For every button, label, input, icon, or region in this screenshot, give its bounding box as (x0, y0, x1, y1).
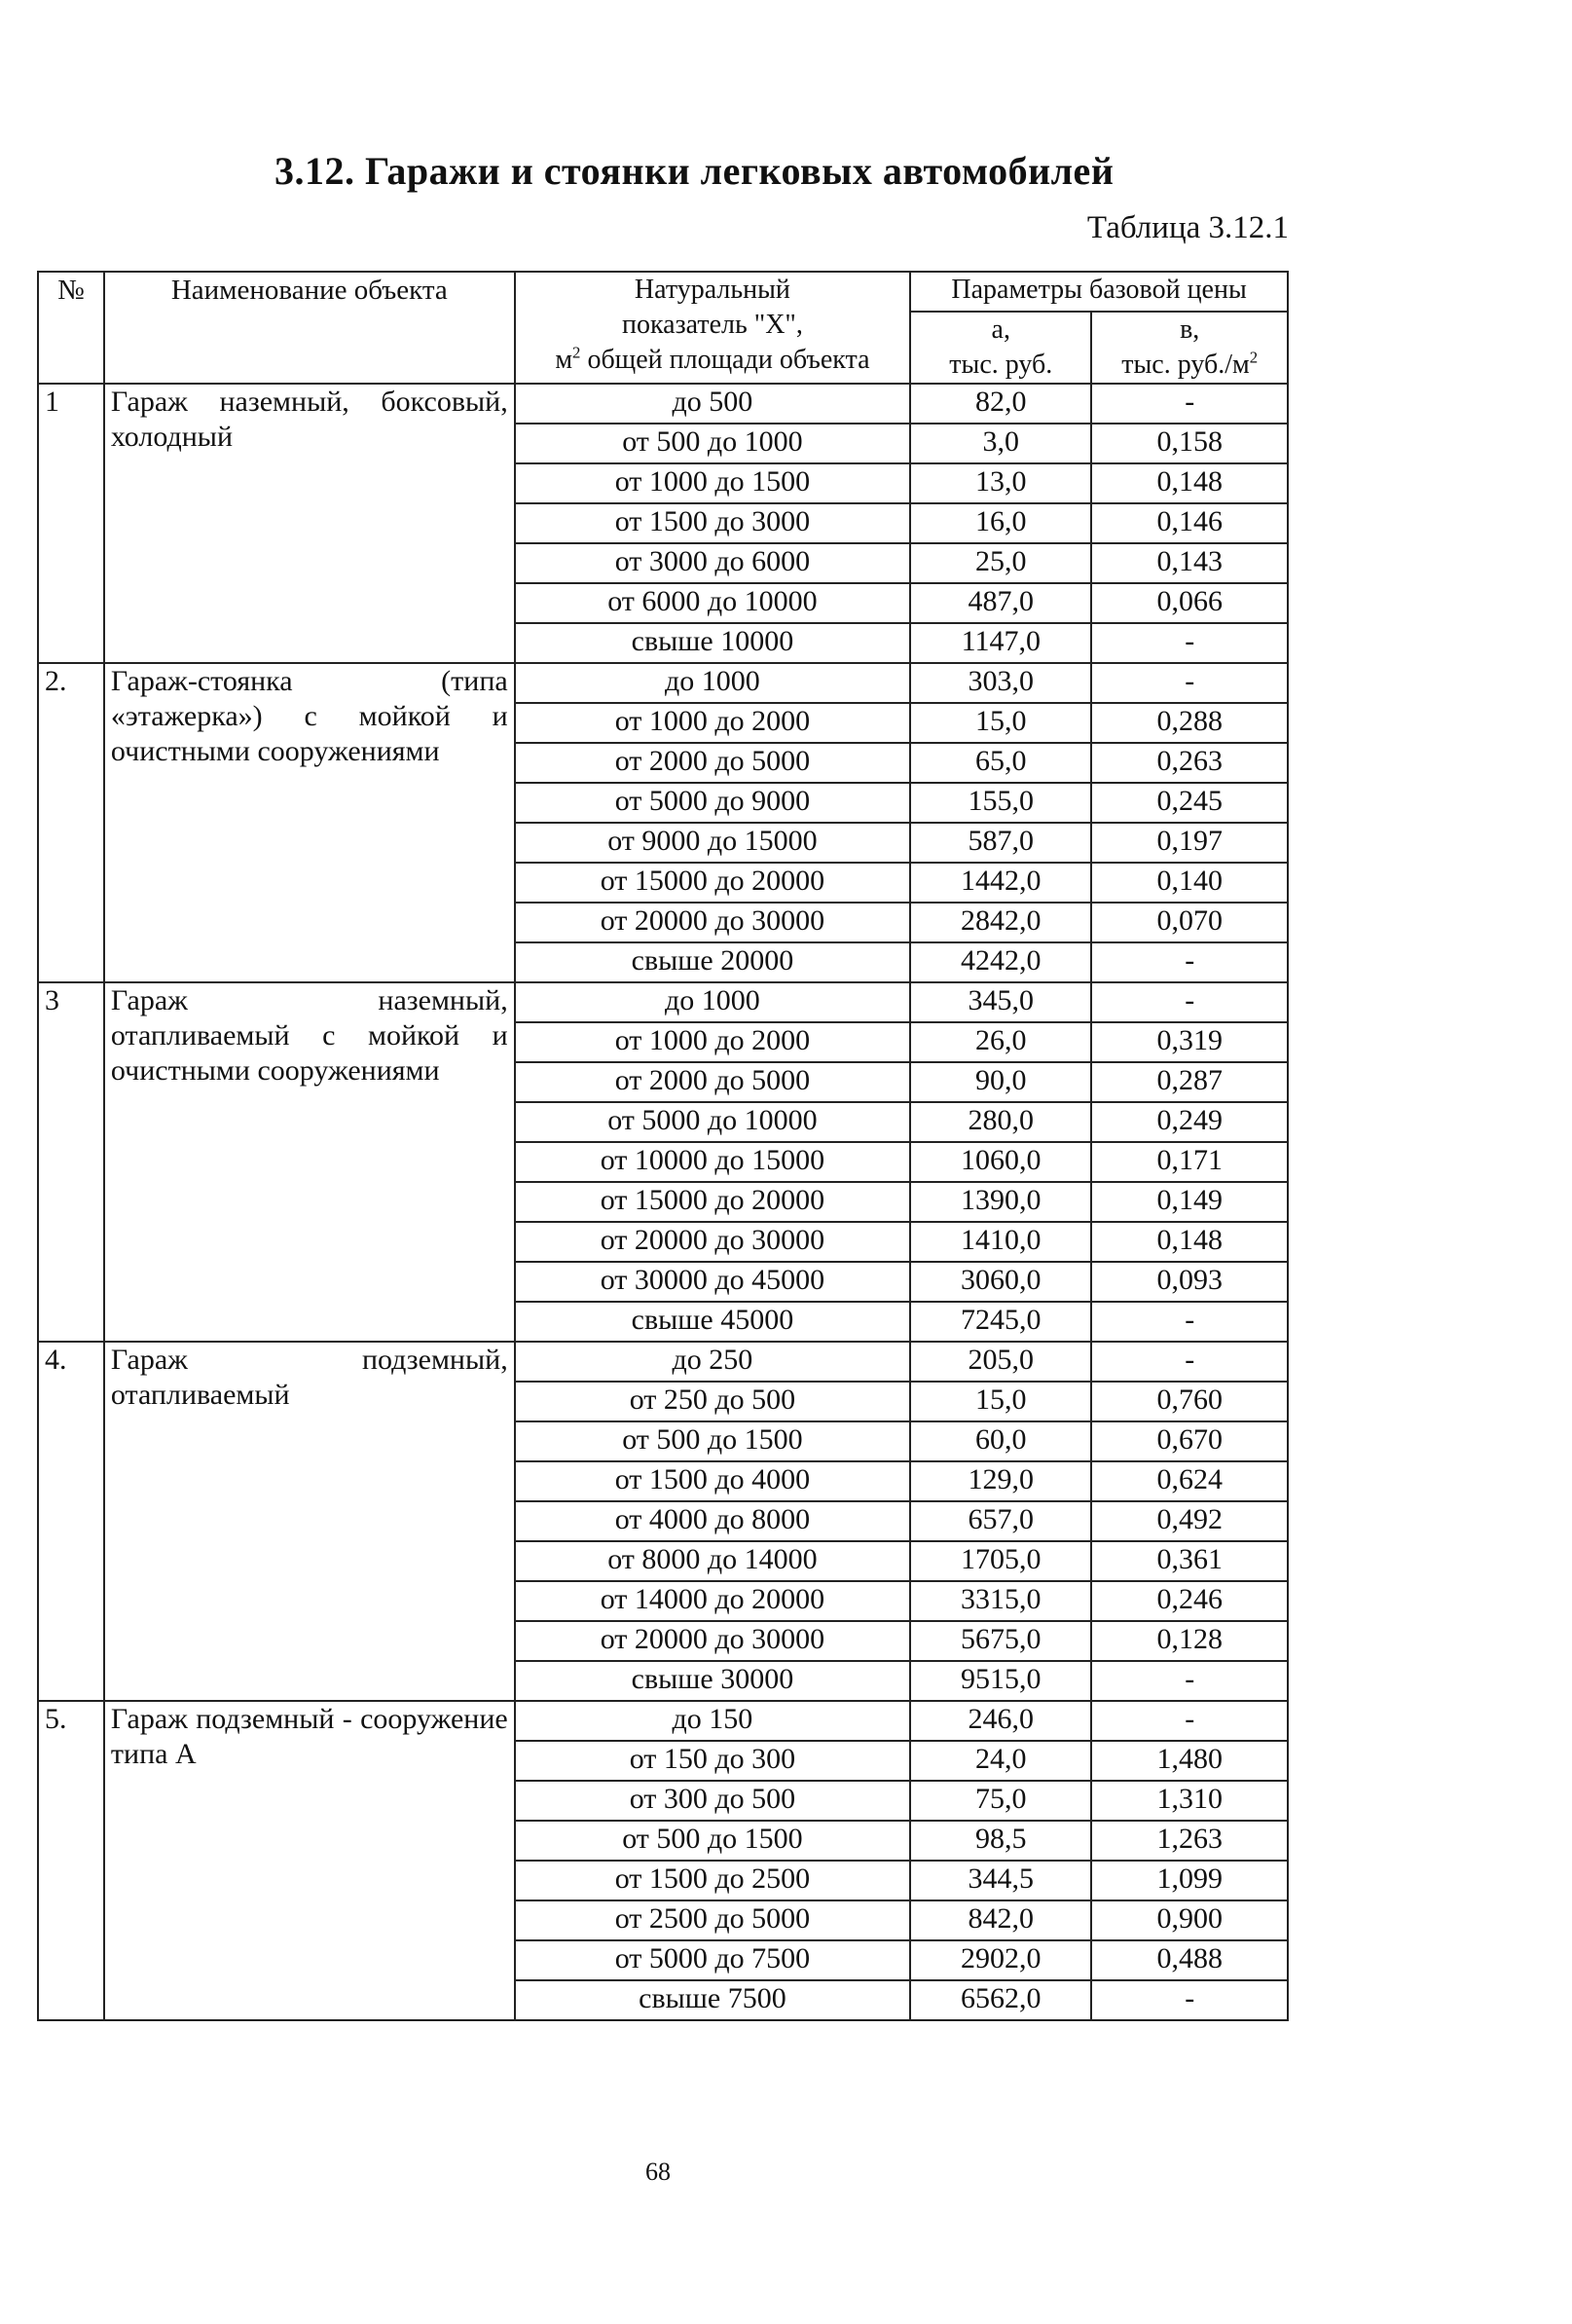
range-cell: от 15000 до 20000 (515, 1182, 910, 1222)
range-cell: от 150 до 300 (515, 1741, 910, 1781)
header-b-line1: в, (1180, 314, 1200, 345)
table-caption: Таблица 3.12.1 (1086, 210, 1289, 245)
value-b-cell: 0,158 (1091, 424, 1288, 463)
range-cell: свыше 30000 (515, 1661, 910, 1701)
value-b-cell: 0,148 (1091, 1222, 1288, 1262)
value-a-cell: 16,0 (910, 503, 1091, 543)
value-a-cell: 345,0 (910, 982, 1091, 1022)
value-b-cell: 0,149 (1091, 1182, 1288, 1222)
range-cell: от 1500 до 2500 (515, 1861, 910, 1900)
value-a-cell: 2842,0 (910, 903, 1091, 942)
value-b-cell: 0,143 (1091, 543, 1288, 583)
range-cell: от 500 до 1000 (515, 424, 910, 463)
range-cell: до 250 (515, 1342, 910, 1382)
value-b-cell: 0,148 (1091, 463, 1288, 503)
range-cell: от 1500 до 4000 (515, 1461, 910, 1501)
table-row (38, 982, 1288, 1022)
range-cell: от 3000 до 6000 (515, 543, 910, 583)
range-cell: от 20000 до 30000 (515, 1222, 910, 1262)
value-a-cell: 1060,0 (910, 1142, 1091, 1182)
value-a-cell: 75,0 (910, 1781, 1091, 1821)
header-name: Наименование объекта (104, 272, 515, 384)
value-a-cell: 246,0 (910, 1701, 1091, 1741)
range-cell: до 500 (515, 384, 910, 424)
header-range-unit-sup: 2 (572, 343, 581, 362)
header-range-line1: Натуральный (634, 275, 790, 305)
value-a-cell: 15,0 (910, 1382, 1091, 1421)
value-b-cell: 0,263 (1091, 743, 1288, 783)
value-b-cell: 0,288 (1091, 703, 1288, 743)
range-cell: до 150 (515, 1701, 910, 1741)
value-b-cell: 0,249 (1091, 1102, 1288, 1142)
value-b-cell: 0,128 (1091, 1621, 1288, 1661)
page-title: 3.12. Гаражи и стоянки легковых автомобилей (274, 149, 1115, 193)
range-cell: от 5000 до 9000 (515, 783, 910, 823)
range-cell: от 5000 до 7500 (515, 1940, 910, 1980)
range-cell: от 8000 до 14000 (515, 1541, 910, 1581)
value-b-cell: - (1091, 623, 1288, 663)
value-b-cell: 0,624 (1091, 1461, 1288, 1501)
value-b-cell: 0,171 (1091, 1142, 1288, 1182)
value-a-cell: 4242,0 (910, 942, 1091, 982)
value-a-cell: 129,0 (910, 1461, 1091, 1501)
value-b-cell: - (1091, 942, 1288, 982)
value-b-cell: - (1091, 1342, 1288, 1382)
value-a-cell: 98,5 (910, 1821, 1091, 1861)
range-cell: от 30000 до 45000 (515, 1262, 910, 1302)
value-a-cell: 155,0 (910, 783, 1091, 823)
table-row (38, 384, 1288, 424)
table-row (38, 663, 1288, 703)
value-b-cell: 0,287 (1091, 1062, 1288, 1102)
range-cell: от 1500 до 3000 (515, 503, 910, 543)
table-row (38, 1342, 1288, 1382)
range-cell: от 4000 до 8000 (515, 1501, 910, 1541)
range-cell: от 1000 до 2000 (515, 703, 910, 743)
value-b-cell: 0,070 (1091, 903, 1288, 942)
range-cell: от 10000 до 15000 (515, 1142, 910, 1182)
value-b-cell: 0,492 (1091, 1501, 1288, 1541)
range-cell: от 500 до 1500 (515, 1821, 910, 1861)
header-a (910, 312, 1091, 384)
header-b-unit-sup: 2 (1249, 348, 1259, 367)
range-cell: от 5000 до 10000 (515, 1102, 910, 1142)
value-a-cell: 1705,0 (910, 1541, 1091, 1581)
range-cell: свыше 7500 (515, 1980, 910, 2020)
header-a-line2: тыс. руб. (949, 350, 1053, 380)
header-b-unit: тыс. руб./м (1121, 350, 1250, 380)
value-a-cell: 1147,0 (910, 623, 1091, 663)
header-range-line3 (522, 343, 903, 378)
row-number: 4. (38, 1342, 104, 1701)
value-b-cell: - (1091, 663, 1288, 703)
value-a-cell: 1410,0 (910, 1222, 1091, 1262)
value-a-cell: 6562,0 (910, 1980, 1091, 2020)
header-a-line1: а, (991, 314, 1010, 345)
value-b-cell: 1,263 (1091, 1821, 1288, 1861)
price-table (37, 271, 1289, 2021)
range-cell: от 1000 до 2000 (515, 1022, 910, 1062)
value-b-cell: 1,099 (1091, 1861, 1288, 1900)
header-range-rest: общей площади объекта (580, 345, 870, 375)
row-number: 5. (38, 1701, 104, 2020)
object-name: Гараж подземный, отапливаемый (104, 1342, 515, 1701)
range-cell: от 20000 до 30000 (515, 1621, 910, 1661)
table-row (38, 1701, 1288, 1741)
value-a-cell: 487,0 (910, 583, 1091, 623)
value-a-cell: 344,5 (910, 1861, 1091, 1900)
value-a-cell: 3060,0 (910, 1262, 1091, 1302)
range-cell: от 300 до 500 (515, 1781, 910, 1821)
range-cell: от 15000 до 20000 (515, 863, 910, 903)
range-cell: от 2500 до 5000 (515, 1900, 910, 1940)
header-b (1091, 312, 1288, 384)
value-b-cell: 0,140 (1091, 863, 1288, 903)
value-a-cell: 3315,0 (910, 1581, 1091, 1621)
value-b-cell: 0,488 (1091, 1940, 1288, 1980)
range-cell: от 9000 до 15000 (515, 823, 910, 863)
value-b-cell: 0,319 (1091, 1022, 1288, 1062)
value-b-cell: 0,670 (1091, 1421, 1288, 1461)
table-body (38, 384, 1288, 2020)
value-a-cell: 13,0 (910, 463, 1091, 503)
value-b-cell: 0,093 (1091, 1262, 1288, 1302)
range-cell: от 250 до 500 (515, 1382, 910, 1421)
value-b-cell: 0,900 (1091, 1900, 1288, 1940)
value-b-cell: 0,066 (1091, 583, 1288, 623)
value-b-cell: - (1091, 1302, 1288, 1342)
value-a-cell: 65,0 (910, 743, 1091, 783)
object-name: Гараж наземный, отапливаемый с мойкой и очистными сооружениями (104, 982, 515, 1342)
row-number: 2. (38, 663, 104, 982)
value-b-cell: - (1091, 1701, 1288, 1741)
range-cell: до 1000 (515, 663, 910, 703)
value-a-cell: 82,0 (910, 384, 1091, 424)
range-cell: от 14000 до 20000 (515, 1581, 910, 1621)
value-b-cell: 1,480 (1091, 1741, 1288, 1781)
value-a-cell: 205,0 (910, 1342, 1091, 1382)
range-cell: от 2000 до 5000 (515, 1062, 910, 1102)
value-a-cell: 657,0 (910, 1501, 1091, 1541)
header-range-unit: м (555, 345, 573, 375)
value-a-cell: 842,0 (910, 1900, 1091, 1940)
value-b-cell: - (1091, 1980, 1288, 2020)
value-b-cell: - (1091, 1661, 1288, 1701)
header-range-line2: показатель "X", (622, 310, 803, 340)
value-b-cell: 0,361 (1091, 1541, 1288, 1581)
value-b-cell: 0,760 (1091, 1382, 1288, 1421)
header-params: Параметры базовой цены (910, 272, 1288, 312)
value-b-cell: - (1091, 384, 1288, 424)
value-a-cell: 9515,0 (910, 1661, 1091, 1701)
table-header (38, 272, 1288, 384)
value-a-cell: 24,0 (910, 1741, 1091, 1781)
object-name: Гараж подземный - сооружение типа А (104, 1701, 515, 2020)
range-cell: свыше 45000 (515, 1302, 910, 1342)
object-name: Гараж наземный, боксовый, холодный (104, 384, 515, 663)
value-a-cell: 2902,0 (910, 1940, 1091, 1980)
value-a-cell: 1390,0 (910, 1182, 1091, 1222)
value-b-cell: 0,146 (1091, 503, 1288, 543)
object-name: Гараж-стоянка (типа «этажерка») с мойкой и очистными сооружениями (104, 663, 515, 982)
value-a-cell: 280,0 (910, 1102, 1091, 1142)
range-cell: свыше 10000 (515, 623, 910, 663)
value-a-cell: 5675,0 (910, 1621, 1091, 1661)
value-b-cell: - (1091, 982, 1288, 1022)
range-cell: свыше 20000 (515, 942, 910, 982)
range-cell: от 6000 до 10000 (515, 583, 910, 623)
value-a-cell: 15,0 (910, 703, 1091, 743)
value-a-cell: 60,0 (910, 1421, 1091, 1461)
value-a-cell: 303,0 (910, 663, 1091, 703)
range-cell: до 1000 (515, 982, 910, 1022)
value-a-cell: 587,0 (910, 823, 1091, 863)
header-range (515, 272, 910, 384)
value-a-cell: 7245,0 (910, 1302, 1091, 1342)
range-cell: от 2000 до 5000 (515, 743, 910, 783)
value-a-cell: 25,0 (910, 543, 1091, 583)
value-a-cell: 3,0 (910, 424, 1091, 463)
row-number: 3 (38, 982, 104, 1342)
range-cell: от 500 до 1500 (515, 1421, 910, 1461)
page-number: 68 (645, 2158, 671, 2186)
range-cell: от 20000 до 30000 (515, 903, 910, 942)
header-num: № (38, 272, 104, 384)
value-b-cell: 0,245 (1091, 783, 1288, 823)
range-cell: от 1000 до 1500 (515, 463, 910, 503)
value-a-cell: 1442,0 (910, 863, 1091, 903)
value-b-cell: 1,310 (1091, 1781, 1288, 1821)
value-b-cell: 0,246 (1091, 1581, 1288, 1621)
header-b-line2 (1098, 348, 1281, 383)
row-number: 1 (38, 384, 104, 663)
value-b-cell: 0,197 (1091, 823, 1288, 863)
value-a-cell: 90,0 (910, 1062, 1091, 1102)
value-a-cell: 26,0 (910, 1022, 1091, 1062)
